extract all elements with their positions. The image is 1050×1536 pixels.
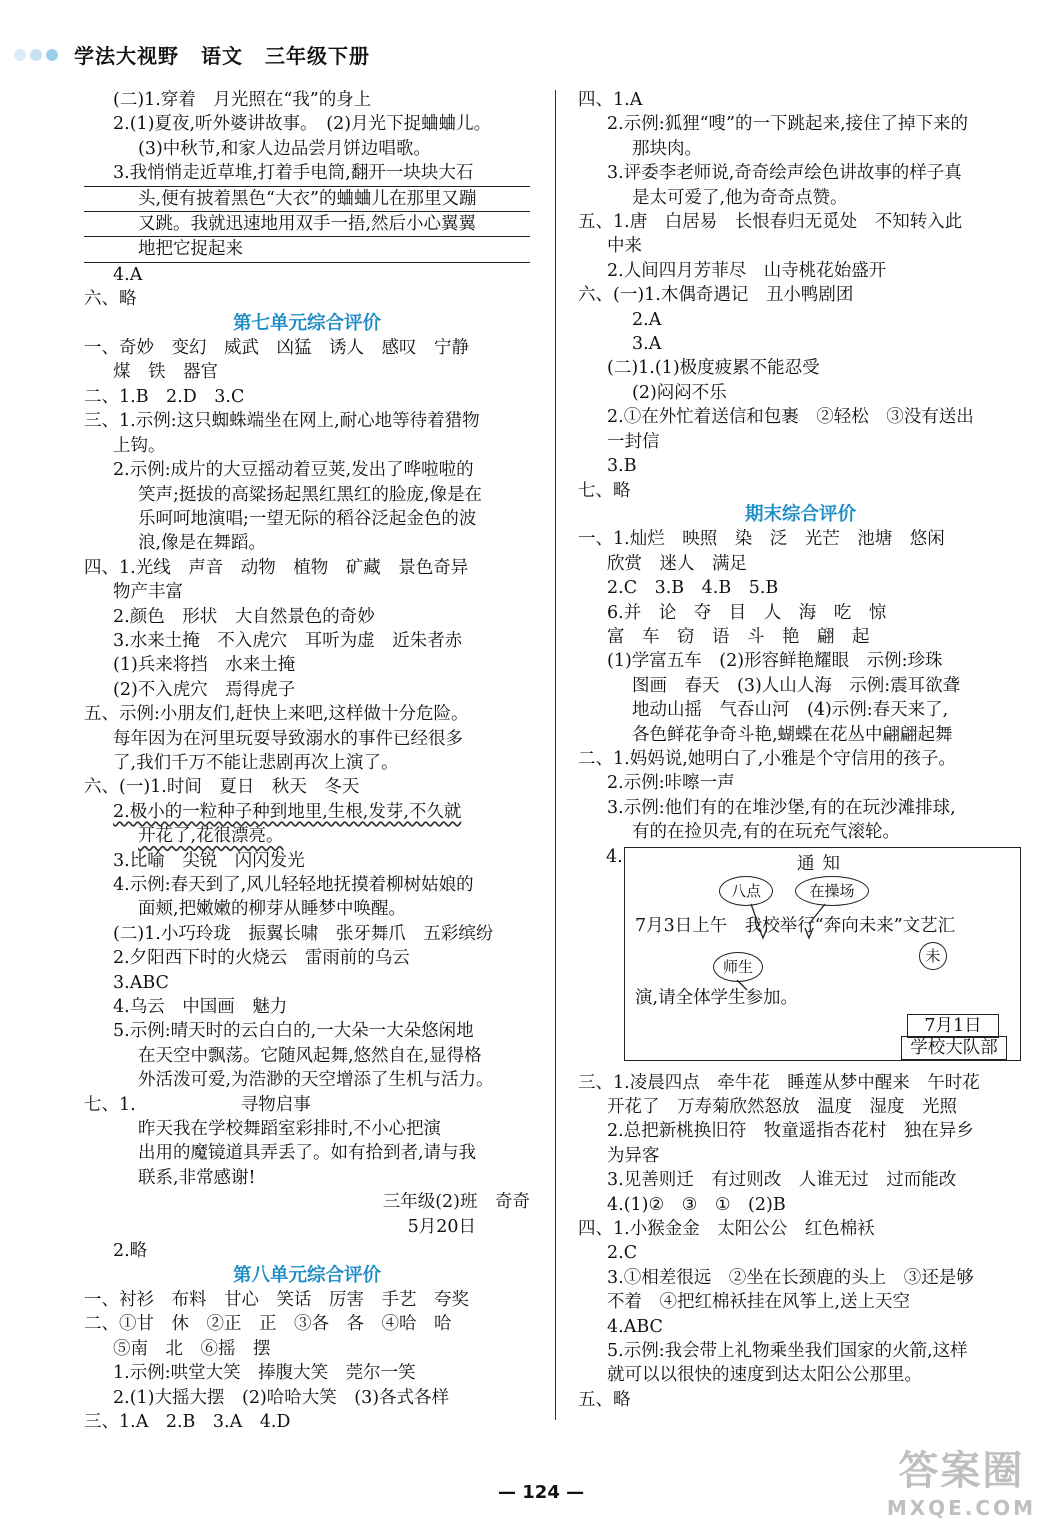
answer-text: 四、1.光线 声音 动物 植物 矿藏 景色奇异 <box>84 557 469 578</box>
answer-text: 一、奇妙 变幻 威武 凶猛 诱人 感叹 宁静 <box>84 338 469 359</box>
answer-line <box>84 971 530 995</box>
watermark-logo <box>887 1439 1036 1520</box>
answer-text: 2.(1)大摇大摆 (2)哈哈大笑 (3)各式各样 <box>113 1387 450 1408</box>
answer-line <box>84 137 530 161</box>
answer-line <box>84 88 530 112</box>
section-heading <box>84 1264 530 1288</box>
answer-text: 六、略 <box>84 289 137 310</box>
answer-line <box>578 1193 1023 1217</box>
mark-line <box>751 904 759 926</box>
answer-line <box>84 112 530 136</box>
answer-text: 4.A <box>113 264 143 285</box>
answer-line <box>84 263 530 287</box>
answer-line <box>578 332 1023 356</box>
answer-text: 5月20日 <box>407 1216 476 1237</box>
answer-line <box>578 796 1023 820</box>
answer-text: 开花了,花很漂亮。 <box>138 826 284 847</box>
caret-mark <box>759 928 767 938</box>
answer-text: 3.见善则迁 有过则改 人谁无过 过而能改 <box>607 1170 957 1191</box>
answer-line <box>84 653 530 677</box>
notice-text-line: 7月3日上午 我校举行“奔向未来”文艺汇 <box>635 915 956 936</box>
answer-line <box>578 1071 1023 1095</box>
answer-text: 5.示例:我会带上礼物乘坐我们国家的火箭,这样 <box>607 1341 968 1362</box>
answer-line <box>84 1312 530 1336</box>
answer-line <box>84 1044 530 1068</box>
answer-line <box>578 1363 1023 1387</box>
answer-text: 4.(1)② ③ ① (2)B <box>607 1194 786 1215</box>
answer-text: 浪,像是在舞蹈。 <box>138 533 267 554</box>
answer-text: (1)学富五车 (2)形容鲜艳耀眼 示例:珍珠 <box>607 651 943 672</box>
answer-line <box>84 1215 530 1239</box>
answer-text: 又跳。我就迅速地用双手一捂,然后小心翼翼 <box>138 214 477 235</box>
answer-text: 就可以以很快的速度到达太阳公公那里。 <box>607 1365 922 1386</box>
answer-line <box>578 820 1023 844</box>
answer-text: 5.示例:晴天时的云白白的,一大朵一大朵悠闲地 <box>113 1021 474 1042</box>
right-column-bottom <box>578 1071 1023 1413</box>
section-heading <box>84 312 530 336</box>
answer-line <box>578 454 1023 478</box>
answer-line <box>578 552 1023 576</box>
answer-text: 六、(一)1.时间 夏日 秋天 冬天 <box>84 777 360 798</box>
answer-line <box>578 259 1023 283</box>
answer-line <box>578 1217 1023 1241</box>
answer-text: 出用的魔镜道具弄丢了。如有拾到者,请与我 <box>138 1143 477 1164</box>
answer-text: 2.颜色 形状 大自然景色的奇妙 <box>113 606 375 627</box>
answer-line <box>578 186 1023 210</box>
answer-text: 欣赏 迷人 满足 <box>607 553 747 574</box>
answer-text: 各色鲜花争奇斗艳,蝴蝶在花丛中翩翩起舞 <box>632 724 953 745</box>
answer-text: 三、1.示例:这只蜘蛛端坐在网上,耐心地等待着猎物 <box>84 411 480 432</box>
answer-text: 联系,非常感谢! <box>138 1167 256 1188</box>
answer-line <box>84 1239 530 1263</box>
answer-line <box>84 1288 530 1312</box>
right-column <box>578 88 1023 1412</box>
answer-text: 4.乌云 中国画 魅力 <box>113 997 288 1018</box>
answer-text: 地动山摇 气吞山河 (4)示例:春天来了, <box>632 700 949 721</box>
answer-text: 五、略 <box>578 1389 631 1410</box>
grade-label: 三年级下册 <box>265 44 370 68</box>
section-heading-text: 第八单元综合评价 <box>232 1264 381 1286</box>
answer-line <box>84 237 530 262</box>
answer-line <box>84 187 530 212</box>
answer-text: 三、1.A 2.B 3.A 4.D <box>84 1411 291 1432</box>
answer-line <box>84 1361 530 1385</box>
answer-text: 六、(一)1.木偶奇遇记 丑小鸭剧团 <box>578 285 854 306</box>
mark-line <box>809 904 825 924</box>
answer-text: 头,便有披着黑色“大衣”的蛐蛐儿在那里又蹦 <box>138 188 477 209</box>
answer-text: 2.示例:狐狸“嗖”的一下跳起来,接住了掉下来的 <box>607 114 969 135</box>
watermark-url: MXQE.COM <box>886 1496 1036 1520</box>
answer-line <box>578 625 1023 649</box>
answer-line <box>84 458 530 482</box>
answer-line <box>578 430 1023 454</box>
caret-mark <box>805 928 813 938</box>
answer-text: 3.ABC <box>113 972 169 993</box>
answer-line <box>578 112 1023 136</box>
section-heading <box>578 503 1023 527</box>
answer-line <box>578 723 1023 747</box>
answer-line <box>578 405 1023 429</box>
answer-line <box>578 137 1023 161</box>
answer-text: 3.B <box>607 456 637 477</box>
subject-label: 语文 <box>201 44 243 68</box>
answer-line <box>84 727 530 751</box>
answer-line <box>578 747 1023 771</box>
answer-text: 有的在捡贝壳,有的在玩充气滚轮。 <box>632 822 901 843</box>
answer-line <box>84 800 530 824</box>
notice-date: 7月1日 <box>907 1014 999 1038</box>
answer-text: 四、1.A <box>578 90 643 110</box>
answer-line <box>578 283 1023 307</box>
answer-line <box>578 1119 1023 1143</box>
answer-line <box>84 1141 530 1165</box>
answer-line <box>84 507 530 531</box>
answer-text: 2.总把新桃换旧符 牧童遥指杏花村 独在异乡 <box>607 1121 974 1142</box>
answer-line <box>84 849 530 873</box>
answer-text: 面颊,把嫩嫩的柳芽从睡梦中唤醒。 <box>138 899 407 920</box>
column-divider <box>555 90 556 1420</box>
answer-line <box>84 580 530 604</box>
answer-line <box>84 409 530 433</box>
answer-text: 开花了 万寿菊欣然怒放 温度 湿度 光照 <box>607 1097 957 1117</box>
answer-text: 昨天我在学校舞蹈室彩排时,不小心把演 <box>138 1119 442 1140</box>
answer-line <box>578 1168 1023 1192</box>
answer-text: 笑声;挺拔的高粱扬起黑红黑红的脸庞,像是在 <box>138 484 482 505</box>
answer-text: 五、示例:小朋友们,赶快上来吧,这样做十分危险。 <box>84 704 469 725</box>
answer-text: 2.人间四月芳菲尽 山寺桃花始盛开 <box>607 260 887 281</box>
answer-text: 不着 ④把红棉袄挂在风筝上,送上天空 <box>607 1292 911 1313</box>
answer-line <box>84 751 530 775</box>
answer-line <box>578 88 1023 112</box>
answer-line <box>578 1241 1023 1265</box>
answer-text: (二)1.(1)极度疲累不能忍受 <box>607 358 820 379</box>
answer-text: 中来 <box>607 236 642 257</box>
answer-text: 2.①在外忙着送信和包裹 ②轻松 ③没有送出 <box>607 407 974 428</box>
answer-text: 四、1.小猴金金 太阳公公 红色棉袄 <box>578 1219 875 1240</box>
answer-text: 七、略 <box>578 480 631 501</box>
answer-line <box>84 775 530 799</box>
answer-text: (3)中秋节,和家人边品尝月饼边唱歌。 <box>138 138 431 159</box>
answer-text: 3.评委李老师说,奇奇绘声绘色讲故事的样子真 <box>607 163 962 184</box>
answer-line <box>84 1117 530 1141</box>
answer-line <box>84 678 530 702</box>
header-dot <box>30 49 42 61</box>
answer-text: 二、1.B 2.D 3.C <box>84 386 245 407</box>
answer-text: 2.夕阳西下时的火烧云 雷雨前的乌云 <box>113 948 410 969</box>
answer-text: 为异客 <box>607 1145 660 1166</box>
header-title <box>74 40 392 69</box>
page-number: — 124 — <box>498 1482 585 1503</box>
answer-text: 2.示例:咔嚓一声 <box>607 773 735 794</box>
answer-line <box>578 381 1023 405</box>
answer-line <box>578 1339 1023 1363</box>
answer-line <box>578 1315 1023 1339</box>
correction-oval: 八点 <box>719 876 773 906</box>
answer-text: 二、1.妈妈说,她明白了,小雅是个守信用的孩子。 <box>578 748 956 769</box>
answer-line <box>578 527 1023 551</box>
answer-line <box>84 946 530 970</box>
answer-line <box>578 210 1023 234</box>
answer-text: 图画 春天 (3)人山人海 示例:震耳欲聋 <box>632 675 961 696</box>
answer-text: (二)1.小巧玲珑 振翼长啸 张牙舞爪 五彩缤纷 <box>113 923 494 944</box>
answer-text: 2.略 <box>113 1241 148 1262</box>
answer-text: 2.极小的一粒种子种到地里,生根,发芽,不久就 <box>113 801 462 822</box>
answer-line <box>578 1290 1023 1314</box>
header-dot <box>14 49 26 61</box>
answer-line <box>84 1019 530 1043</box>
answer-line <box>84 1410 530 1434</box>
answer-text: 3.A <box>632 334 662 355</box>
notice-box <box>624 847 1021 1061</box>
answer-text: 2.C <box>607 1243 638 1264</box>
section-heading-text: 第七单元综合评价 <box>232 312 381 334</box>
answer-line <box>578 649 1023 673</box>
answer-line <box>84 1190 530 1214</box>
left-column <box>84 88 530 1434</box>
answer-line <box>84 1337 530 1361</box>
answer-line <box>84 336 530 360</box>
mark-line <box>737 980 747 990</box>
answer-text: 2.A <box>632 309 662 330</box>
answer-text: 6.并 论 夺 目 人 海 吃 惊 <box>607 602 887 623</box>
answer-line <box>578 308 1023 332</box>
answer-text: 3.比喻 尖锐 闪闪发光 <box>113 850 305 871</box>
answer-text: 3.我悄悄走近草堆,打着手电筒,翻开一块块大石 <box>113 163 474 184</box>
answer-text: 那块肉。 <box>632 138 702 159</box>
answer-line <box>84 1068 530 1092</box>
answer-line <box>578 1144 1023 1168</box>
answer-line <box>84 556 530 580</box>
answer-line <box>84 605 530 629</box>
answer-line <box>84 434 530 458</box>
answer-text: (二)1.穿着 月光照在“我”的身上 <box>113 90 372 110</box>
answer-text: 4.示例:春天到了,风儿轻轻地抚摸着柳树姑娘的 <box>113 875 474 895</box>
answer-text: 一、1.灿烂 映照 染 泛 光芒 池塘 悠闲 <box>578 529 945 550</box>
answer-text: (2)不入虎穴 焉得虎子 <box>113 679 296 700</box>
answer-line <box>84 483 530 507</box>
header-dot <box>46 49 58 61</box>
header-decoration <box>14 49 58 61</box>
answer-line <box>578 771 1023 795</box>
answer-text: 1.示例:哄堂大笑 捧腹大笑 莞尔一笑 <box>113 1363 416 1384</box>
answer-line <box>84 360 530 384</box>
answer-line <box>84 702 530 726</box>
answer-text: 在天空中飘荡。它随风起舞,悠然自在,显得格 <box>138 1045 482 1066</box>
answer-text: 富 车 窃 语 斗 艳 翩 起 <box>607 626 870 647</box>
correction-oval: 师生 <box>713 952 763 982</box>
answer-line <box>578 1266 1023 1290</box>
answer-line <box>84 161 530 186</box>
answer-text: 乐呵呵地演唱;一望无际的稻谷泛起金色的波 <box>138 508 477 529</box>
answer-text: (1)兵来将挡 水来土掩 <box>113 655 296 676</box>
answer-line <box>578 601 1023 625</box>
answer-line <box>578 1388 1023 1412</box>
right-column-top <box>578 88 1023 845</box>
answer-text: 三年级(2)班 奇奇 <box>382 1192 530 1213</box>
answer-text: 每年因为在河里玩耍导致溺水的事件已经很多 <box>113 728 463 749</box>
answer-line <box>84 287 530 311</box>
answer-text: (2)闷闷不乐 <box>632 382 727 403</box>
answer-line <box>84 995 530 1019</box>
page-header <box>14 40 392 69</box>
answer-line <box>84 531 530 555</box>
answer-text: 了,我们千万不能让悲剧再次上演了。 <box>113 752 399 773</box>
answer-text: 2.示例:成片的大豆摇动着豆荚,发出了哗啦啦的 <box>113 460 474 481</box>
answer-text: 3.①相差很远 ②坐在长颈鹿的头上 ③还是够 <box>607 1267 974 1288</box>
answer-text: 二、①甘 休 ②正 正 ③各 各 ④哈 哈 <box>84 1314 452 1335</box>
notice-text-line: 演,请全体学生参加。 <box>635 987 799 1008</box>
answer-text: 一、衬衫 布料 甘心 笑话 厉害 手艺 夸奖 <box>84 1289 469 1310</box>
answer-text: 煤 铁 器官 <box>113 362 218 383</box>
answer-text: 2.C 3.B 4.B 5.B <box>607 578 779 599</box>
answer-line <box>84 1093 530 1117</box>
answer-line <box>578 576 1023 600</box>
answer-text: 上钩。 <box>113 435 166 456</box>
answer-text: ⑤南 北 ⑥摇 摆 <box>113 1338 271 1359</box>
answer-line <box>84 897 530 921</box>
notice-title: 通知 <box>797 853 848 874</box>
answer-line <box>84 824 530 848</box>
answer-text: 3.示例:他们有的在堆沙堡,有的在玩沙滩排球, <box>607 797 956 818</box>
answer-line <box>84 385 530 409</box>
answer-line <box>84 922 530 946</box>
answer-text: 3.水来土掩 不入虎穴 耳听为虚 近朱者赤 <box>113 630 463 651</box>
answer-line <box>84 629 530 653</box>
answer-line <box>84 1386 530 1410</box>
answer-line <box>84 212 530 237</box>
answer-text: 地把它捉起来 <box>138 239 243 260</box>
answer-line <box>578 356 1023 380</box>
answer-text: 2.(1)夏夜,听外婆讲故事。 (2)月光下捉蛐蛐儿。 <box>113 114 492 135</box>
answer-text: 三、1.凌晨四点 牵牛花 睡莲从梦中醒来 午时花 <box>578 1072 980 1093</box>
notice-signer: 学校大队部 <box>901 1036 1007 1060</box>
watermark-text: 答案圈 <box>898 1448 1025 1494</box>
answer-line <box>578 674 1023 698</box>
notice-figure <box>578 845 1023 1067</box>
answer-text: 是太可爱了,他为奇奇点赞。 <box>632 187 848 208</box>
answer-line <box>84 1166 530 1190</box>
answer-line <box>578 479 1023 503</box>
book-title: 学法大视野 <box>74 44 179 68</box>
answer-line <box>84 873 530 897</box>
answer-text: 一封信 <box>607 431 660 452</box>
answer-line <box>578 1095 1023 1119</box>
correction-oval: 未 <box>919 942 947 970</box>
answer-line <box>578 698 1023 722</box>
answer-line <box>578 161 1023 185</box>
answer-text: 物产丰富 <box>113 582 183 603</box>
answer-text: 外活泼可爱,为浩渺的天空增添了生机与活力。 <box>138 1070 494 1091</box>
section-heading-text: 期末综合评价 <box>744 503 856 525</box>
answer-text: 4.ABC <box>607 1316 663 1337</box>
answer-line <box>578 234 1023 258</box>
question-number: 4. <box>606 846 623 867</box>
answer-text: 七、1. 寻物启事 <box>84 1094 311 1115</box>
correction-oval: 在操场 <box>795 876 869 906</box>
answer-text: 五、1.唐 白居易 长恨春归无觅处 不知转入此 <box>578 212 963 233</box>
